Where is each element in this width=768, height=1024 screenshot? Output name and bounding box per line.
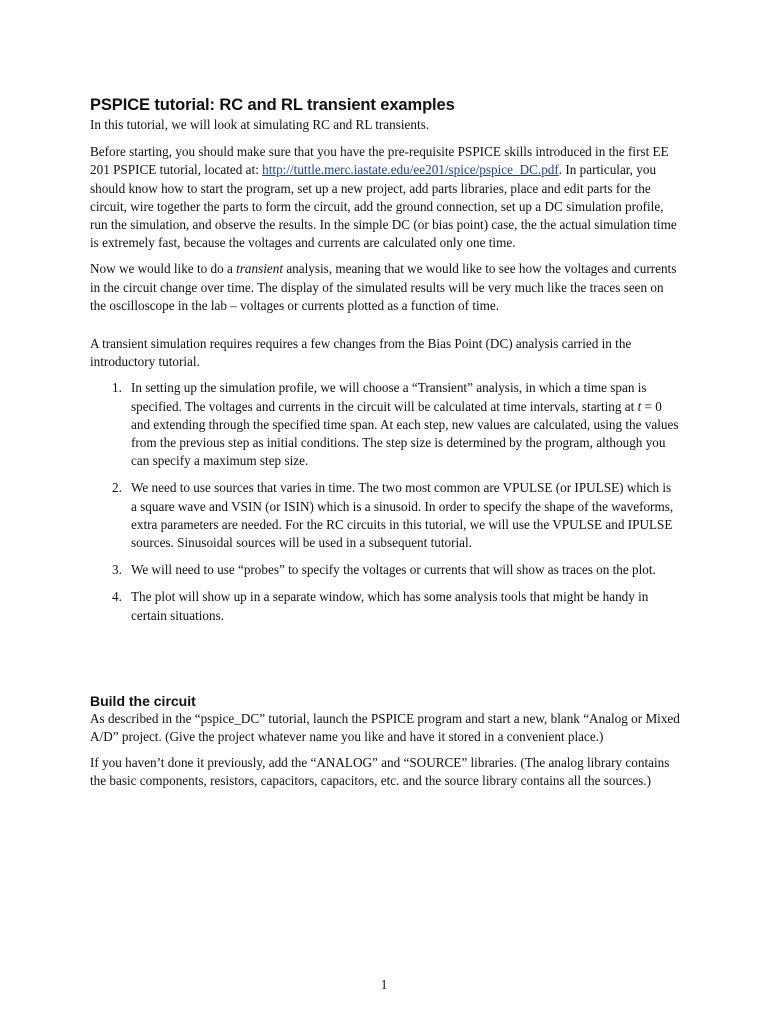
list-item-number: 3. (112, 562, 122, 578)
paragraph-spacer (90, 323, 680, 335)
list-item-number: 2. (112, 480, 122, 496)
list-item-text-start: In setting up the simulation profile, we will choose a “Transient” analysis, in which a time span is specified. The voltages and currents in the circuit will be calculated at time intervals, starting at (131, 380, 647, 414)
list-item (90, 379, 680, 470)
list-item (90, 561, 680, 579)
launch-paragraph: As described in the “pspice_DC” tutorial, launch the PSPICE program and start a new, blank “Analog or Mixed A/D” project. (Give the project whatever name you like and have it stored in a convenient place.) (90, 710, 680, 745)
prerequisite-paragraph (90, 143, 680, 252)
list-item-text: We will need to use “probes” to specify the voltages or currents that will show as traces on the plot. (131, 562, 656, 578)
list-item-text: The plot will show up in a separate window, which has some analysis tools that might be handy in certain situations. (131, 589, 649, 623)
section-spacer (90, 634, 680, 692)
time-variable: t (637, 398, 642, 414)
pspice-dc-tutorial-link[interactable]: http://tuttle.merc.iastate.edu/ee201/spice/pspice_DC.pdf (262, 162, 559, 178)
page-number: 1 (380, 977, 388, 992)
transient-paragraph (90, 260, 680, 315)
libraries-paragraph: If you haven’t done it previously, add the “ANALOG” and “SOURCE” libraries. (The analog library contains the basic components, resistors, capacitors, capacitors, etc. and the source library contains all the sources.) (90, 755, 670, 789)
list-item-text-end: = 0 and extending through the specified time span. At each step, new values are calculated, using the values from the previous step as initial conditions. The step size is determined by the program, although you can specify a maximum step size. (131, 398, 679, 469)
intro-paragraph: In this tutorial, we will look at simulating RC and RL transients. (90, 117, 430, 132)
requirements-paragraph: A transient simulation requires requires a few changes from the Bias Point (DC) analysis carried in the introductory tutorial. (90, 336, 632, 370)
list-item-number: 1. (112, 380, 122, 396)
transient-text-start: Now we would like to do a (90, 261, 237, 277)
transient-text-end: analysis, meaning that we would like to see how the voltages and currents in the circuit change over time. The display of the simulated results will be very much like the traces seen on the oscilloscope in the lab – voltages or currents plotted as a function of time. (90, 261, 677, 313)
prerequisite-text-end: . In particular, you should know how to start the program, set up a new project, add parts libraries, place and edit parts for the circuit, wire together the parts to form the circuit, add the ground connection, set up a DC simulation profile, run the simulation, and observe the results. In the simple DC (or bias point) case, the the actual simulation time is extremely fast, because the voltages and currents are calculated only one time. (90, 162, 677, 251)
page-title: PSPICE tutorial: RC and RL transient examples (90, 96, 455, 114)
steps-list (90, 379, 680, 624)
transient-emphasis: transient (236, 261, 284, 277)
section-heading: Build the circuit (90, 692, 196, 709)
list-item (90, 588, 680, 624)
list-item (90, 479, 680, 552)
list-item-number: 4. (112, 589, 122, 605)
page-content (90, 94, 680, 799)
list-item-text: We need to use sources that varies in time. The two most common are VPULSE (or IPULSE) which is a square wave and VSIN (or ISIN) which is a sinusoid. In order to specify the shape of the waveforms, extra parameters are needed. For the RC circuits in this tutorial, we will use the VPULSE and IPULSE sources. Sinusoidal sources will be used in a subsequent tutorial. (131, 480, 674, 551)
prerequisite-text-start: Before starting, you should make sure that you have the pre-requisite PSPICE skills introduced in the first EE 201 PSPICE tutorial, located at: (90, 144, 669, 178)
